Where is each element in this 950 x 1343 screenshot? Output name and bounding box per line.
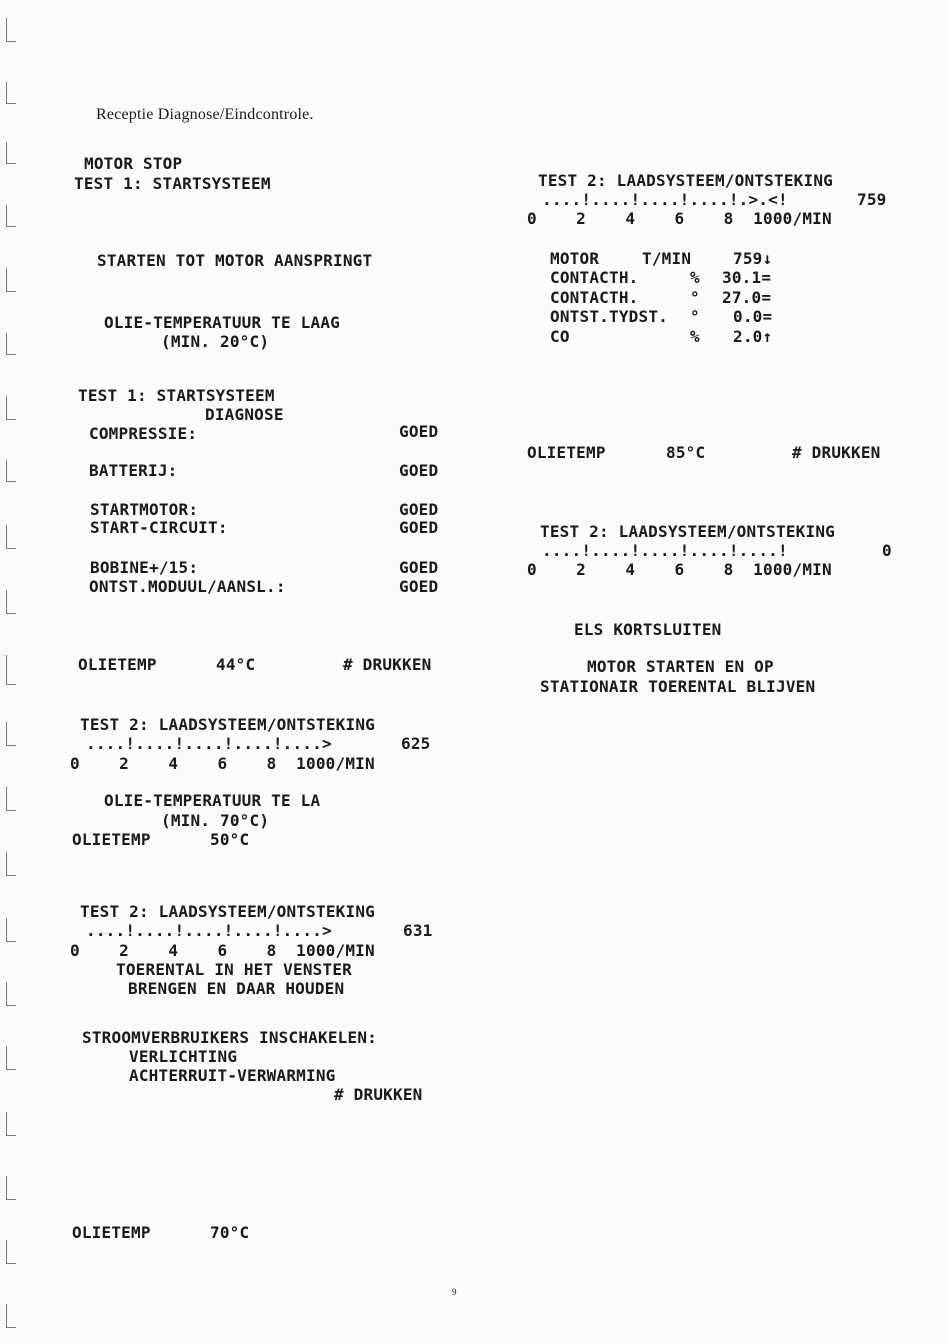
document-caption: Receptie Diagnose/Eindcontrole. bbox=[96, 106, 314, 123]
measurement-unit: ° bbox=[690, 288, 700, 307]
oil-temp-low-warning: OLIE-TEMPERATUUR TE LAAG bbox=[104, 313, 340, 332]
measurement-value: 2.0↑ bbox=[733, 327, 773, 346]
binding-mark bbox=[6, 982, 17, 1006]
oil-temp-min: (MIN. 20°C) bbox=[161, 332, 270, 351]
measurement-unit: T/MIN bbox=[642, 249, 692, 268]
binding-mark bbox=[6, 333, 17, 355]
measurement-value: 27.0= bbox=[722, 288, 772, 307]
olietemp-value: 50°C bbox=[210, 830, 250, 849]
measurement-label: MOTOR bbox=[550, 249, 600, 268]
diag-value: GOED bbox=[399, 558, 439, 577]
rpm-bar: ....!....!....!....!....> bbox=[86, 734, 332, 753]
motor-starten-instruction: STATIONAIR TOERENTAL BLIJVEN bbox=[540, 677, 816, 696]
rpm-bar: ....!....!....!....!....> bbox=[86, 921, 332, 940]
drukken-prompt: # DRUKKEN bbox=[343, 655, 432, 674]
diag-value: GOED bbox=[399, 577, 439, 596]
measurement-value: 0.0= bbox=[733, 307, 773, 326]
rpm-reading: 625 bbox=[401, 734, 431, 753]
binding-mark bbox=[6, 142, 17, 164]
binding-mark bbox=[6, 655, 17, 685]
stroomverbruikers-title: STROOMVERBRUIKERS INSCHAKELEN: bbox=[82, 1028, 377, 1047]
binding-mark bbox=[6, 268, 17, 292]
binding-mark bbox=[6, 722, 17, 746]
binding-mark bbox=[6, 525, 17, 549]
measurement-unit: % bbox=[690, 268, 700, 287]
measurement-value: 759↓ bbox=[733, 249, 773, 268]
test2-title: TEST 2: LAADSYSTEEM/ONTSTEKING bbox=[80, 715, 375, 734]
measurement-value: 30.1= bbox=[722, 268, 772, 287]
olietemp-label: OLIETEMP bbox=[527, 443, 606, 462]
measurement-unit: ° bbox=[690, 307, 700, 326]
diag-value: GOED bbox=[399, 518, 439, 537]
binding-mark bbox=[6, 18, 17, 42]
rpm-scale: 0 2 4 6 8 1000/MIN bbox=[70, 754, 375, 773]
olietemp-value: 85°C bbox=[666, 443, 706, 462]
drukken-prompt: # DRUKKEN bbox=[334, 1085, 423, 1104]
measurement-unit: % bbox=[690, 327, 700, 346]
measurement-label: CONTACTH. bbox=[550, 288, 639, 307]
rpm-reading: 0 bbox=[882, 541, 892, 560]
binding-mark bbox=[6, 590, 17, 614]
page-number: 9 bbox=[452, 1287, 457, 1297]
test2-title: TEST 2: LAADSYSTEEM/ONTSTEKING bbox=[80, 902, 375, 921]
test2-title: TEST 2: LAADSYSTEEM/ONTSTEKING bbox=[538, 171, 833, 190]
motor-starten-instruction: MOTOR STARTEN EN OP bbox=[587, 657, 774, 676]
rpm-scale: 0 2 4 6 8 1000/MIN bbox=[70, 941, 375, 960]
binding-mark bbox=[6, 918, 17, 942]
diag-value: GOED bbox=[399, 461, 439, 480]
oil-temp-low-warning: OLIE-TEMPERATUUR TE LA bbox=[104, 791, 321, 810]
test1-title: TEST 1: STARTSYSTEEM bbox=[74, 174, 271, 193]
binding-mark bbox=[6, 82, 17, 104]
oil-temp-min: (MIN. 70°C) bbox=[161, 811, 270, 830]
binding-mark bbox=[6, 852, 17, 876]
binding-mark bbox=[6, 396, 17, 420]
olietemp-value: 70°C bbox=[210, 1223, 250, 1242]
diag-label: COMPRESSIE: bbox=[89, 424, 198, 443]
diagnose-heading: DIAGNOSE bbox=[205, 405, 284, 424]
olietemp-label: OLIETEMP bbox=[72, 1223, 151, 1242]
binding-mark bbox=[6, 205, 17, 227]
binding-mark bbox=[6, 1240, 17, 1264]
stroomverbruiker-item: ACHTERRUIT-VERWARMING bbox=[129, 1066, 336, 1085]
test1-title-repeat: TEST 1: STARTSYSTEEM bbox=[78, 386, 275, 405]
rpm-reading: 759 bbox=[857, 190, 887, 209]
toerental-instruction: BRENGEN EN DAAR HOUDEN bbox=[128, 979, 345, 998]
diag-value: GOED bbox=[399, 422, 439, 441]
rpm-bar: ....!....!....!....!....! bbox=[542, 541, 788, 560]
diag-label: BATTERIJ: bbox=[89, 461, 178, 480]
measurement-label: ONTST.TYDST. bbox=[550, 307, 668, 326]
diag-label: BOBINE+/15: bbox=[90, 558, 199, 577]
measurement-label: CO bbox=[550, 327, 570, 346]
measurement-label: CONTACTH. bbox=[550, 268, 639, 287]
rpm-scale: 0 2 4 6 8 1000/MIN bbox=[527, 209, 832, 228]
binding-mark bbox=[6, 1176, 17, 1200]
olietemp-label: OLIETEMP bbox=[72, 830, 151, 849]
diag-value: GOED bbox=[399, 500, 439, 519]
diag-label: STARTMOTOR: bbox=[90, 500, 199, 519]
rpm-bar: ....!....!....!....!.>.<! bbox=[542, 190, 788, 209]
starten-instruction: STARTEN TOT MOTOR AANSPRINGT bbox=[97, 251, 373, 270]
motor-stop-text: MOTOR STOP bbox=[84, 154, 183, 173]
binding-mark bbox=[6, 1046, 17, 1070]
els-kortsluiten-instruction: ELS KORTSLUITEN bbox=[574, 620, 722, 639]
drukken-prompt: # DRUKKEN bbox=[792, 443, 881, 462]
stroomverbruiker-item: VERLICHTING bbox=[129, 1047, 238, 1066]
olietemp-label: OLIETEMP bbox=[78, 655, 157, 674]
binding-mark bbox=[6, 787, 17, 811]
rpm-reading: 631 bbox=[403, 921, 433, 940]
rpm-scale: 0 2 4 6 8 1000/MIN bbox=[527, 560, 832, 579]
diag-label: START-CIRCUIT: bbox=[90, 518, 228, 537]
olietemp-value: 44°C bbox=[216, 655, 256, 674]
diag-label: ONTST.MODUUL/AANSL.: bbox=[89, 577, 286, 596]
binding-mark bbox=[6, 460, 17, 482]
toerental-instruction: TOERENTAL IN HET VENSTER bbox=[116, 960, 352, 979]
binding-mark bbox=[6, 1112, 17, 1136]
test2-title: TEST 2: LAADSYSTEEM/ONTSTEKING bbox=[540, 522, 835, 541]
binding-mark bbox=[6, 1304, 17, 1328]
